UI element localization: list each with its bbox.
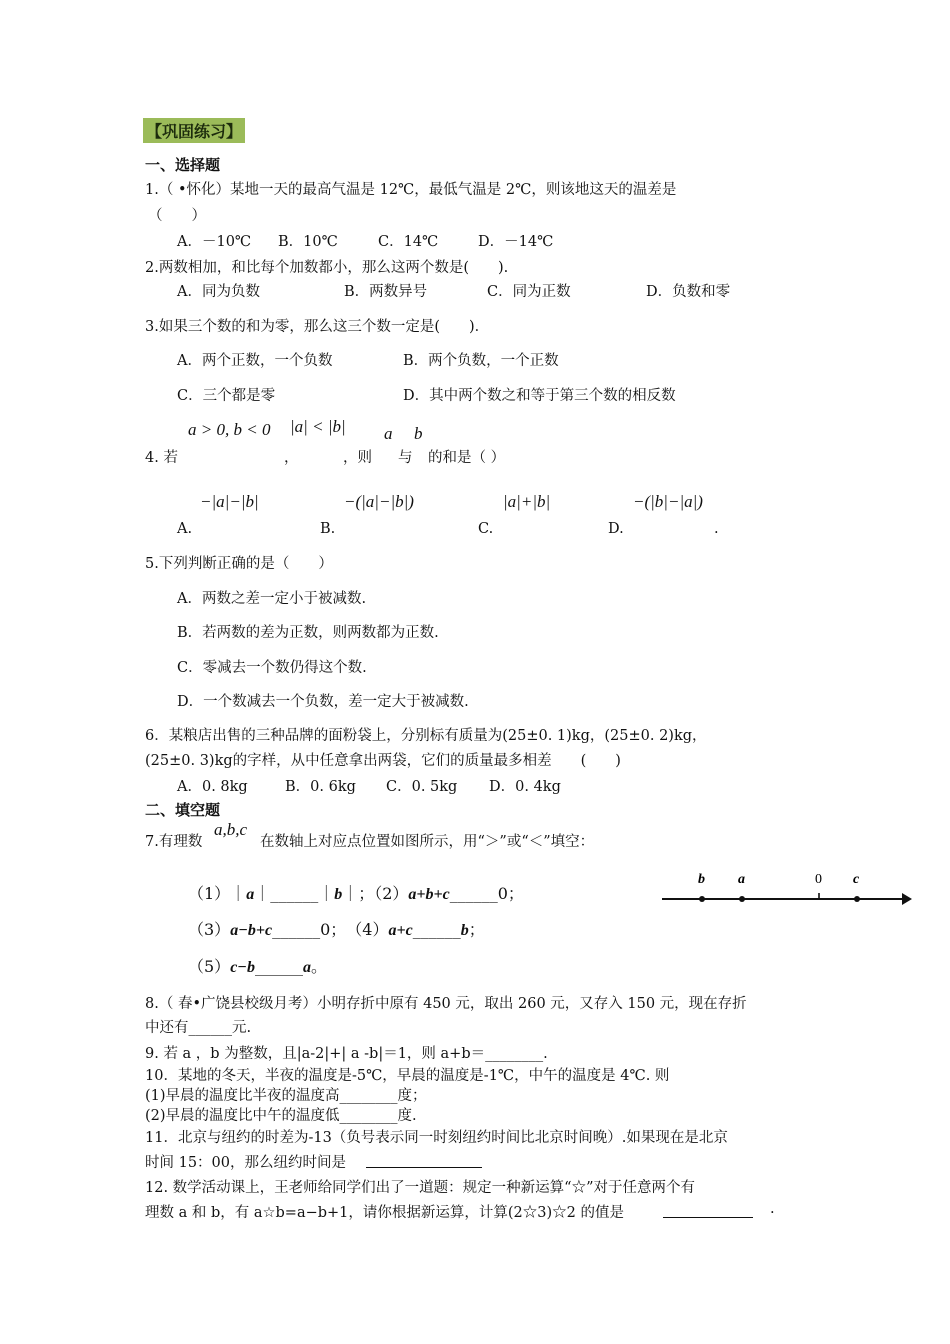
point-a — [739, 896, 745, 902]
q10-line3: (2)早晨的温度比中午的温度低________度. — [145, 1108, 417, 1124]
q7-number-line — [658, 864, 916, 910]
q12-line1: 12. 数学活动课上，王老师给同学们出了一道题：规定一种新运算“☆”对于任意两个有 — [145, 1180, 695, 1196]
label-zero: 0 — [815, 872, 822, 887]
q10-line2: (1)早晨的温度比半夜的温度高________度； — [145, 1088, 427, 1104]
q3-option-a: A．两个正数，一个负数 — [177, 353, 333, 369]
section-title: 【巩固练习】 — [143, 118, 245, 143]
q4-stem-if: 4. 若 — [145, 450, 178, 466]
q6-option-c: C．0. 5kg — [386, 779, 458, 795]
part2-title: 二、填空题 — [145, 801, 221, 819]
q4-label-b: B. — [320, 521, 336, 537]
q8-line1: 8.（ 春•广饶县校级月考）小明存折中原有 450 元，取出 260 元，又存入 150 元，现在存折 — [145, 996, 747, 1012]
q4-label-d: D. — [608, 521, 624, 537]
q1-option-d: D．－14℃ — [478, 234, 554, 250]
q11-line1: 11．北京与纽约的时差为-13（负号表示同一时刻纽约时间比北京时间晚）.如果现在是北京 — [145, 1130, 728, 1146]
q2-option-b: B．两数异号 — [344, 284, 428, 300]
q5-option-b: B．若两数的差为正数，则两数都为正数. — [177, 625, 439, 641]
q2-option-a: A．同为负数 — [177, 284, 260, 300]
q8-line2: 中还有______元. — [145, 1020, 252, 1036]
q12-line2: 理数 a 和 b，有 a☆b=a−b+1，请你根据新运算，计算(2☆3)☆2 的值是 — [145, 1205, 624, 1221]
q12-answer-blank — [663, 1217, 753, 1218]
label-b: b — [698, 872, 705, 887]
q1-option-b: B．10℃ — [278, 234, 338, 250]
q4-stem-comma2: ，则 — [343, 450, 372, 466]
q4-formula-c: |a|+|b| — [503, 492, 551, 511]
label-c: c — [853, 872, 860, 887]
q4-condition-abs: |a| < |b| — [290, 417, 346, 436]
q6-line1: 6．某粮店出售的三种品牌的面粉袋上，分别标有质量为(25±0. 1)kg，(25±0. 2)kg， — [145, 728, 707, 744]
q7-part3: （5）c−b______a。 — [188, 957, 327, 976]
q6-option-b: B．0. 6kg — [285, 779, 356, 795]
q5-stem: 5.下列判断正确的是（ ） — [145, 556, 333, 572]
q1-option-a: A．－10℃ — [177, 234, 252, 250]
part1-title: 一、选择题 — [145, 156, 221, 174]
q3-option-c: C．三个都是零 — [177, 388, 276, 404]
q4-condition-signs: a > 0, b < 0 — [188, 420, 271, 439]
q7-part1: （1）｜a｜______｜b｜；（2）a+b+c______0； — [188, 884, 524, 903]
q1-line1: 1.（ •怀化）某地一天的最高气温是 12℃，最低气温是 2℃，则该地这天的温差是 — [145, 182, 677, 198]
q7-part2: （3）a−b+c______0； （4）a+c______b； — [188, 920, 485, 939]
q6-line2: (25±0. 3)kg的字样，从中任意拿出两袋，它们的质量最多相差 ( ) — [145, 753, 621, 769]
q4-stem-end: 的和是（ ） — [428, 450, 506, 466]
q5-option-c: C．零减去一个数仍得这个数. — [177, 660, 367, 676]
point-b — [699, 896, 705, 902]
q4-label-c: C. — [478, 521, 494, 537]
label-a: a — [738, 872, 745, 887]
q11-answer-blank — [366, 1167, 482, 1168]
q5-option-a: A．两数之差一定小于被减数. — [177, 591, 367, 607]
q1-line2: （ ） — [148, 208, 206, 224]
q3-option-d: D．其中两个数之和等于第三个数的相反数 — [403, 388, 676, 404]
number-line-arrow-icon — [902, 893, 912, 905]
q4-stem-comma1: ， — [284, 450, 299, 466]
q7-lead: 7.有理数 — [145, 834, 203, 850]
q2-stem: 2.两数相加，和比每个加数都小，那么这两个数是( ). — [145, 260, 509, 276]
q6-option-d: D．0. 4kg — [489, 779, 561, 795]
q3-option-b: B．两个负数，一个正数 — [403, 353, 559, 369]
q12-end: . — [770, 1201, 775, 1217]
q5-option-d: D．一个数减去一个负数，差一定大于被减数. — [177, 694, 469, 710]
q1-option-c: C．14℃ — [378, 234, 439, 250]
q9-stem: 9. 若 a ，b 为整数，且|a-2|+| a -b|＝1，则 a+b＝________. — [145, 1046, 548, 1062]
q2-option-c: C．同为正数 — [487, 284, 571, 300]
q2-option-d: D．负数和零 — [646, 284, 731, 300]
q7-vars: a,b,c — [214, 820, 248, 839]
q10-line1: 10．某地的冬天，半夜的温度是-5℃，早晨的温度是-1℃，中午的温度是 4℃. 则 — [145, 1068, 670, 1084]
q6-option-a: A．0. 8kg — [177, 779, 248, 795]
q4-stem-with: 与 — [398, 450, 413, 466]
q7-rest: 在数轴上对应点位置如图所示，用“＞”或“＜”填空： — [260, 834, 595, 850]
q4-formula-b: −(|a|−|b|) — [344, 492, 414, 511]
q4-formula-a: −|a|−|b| — [200, 492, 259, 511]
q11-line2: 时间 15：00，那么纽约时间是 — [145, 1155, 347, 1171]
q4-var-b: b — [414, 424, 423, 443]
q4-period: . — [714, 521, 719, 537]
q4-label-a: A. — [177, 521, 193, 537]
q3-stem: 3.如果三个数的和为零，那么这三个数一定是( )． — [145, 319, 490, 335]
q4-formula-d: −(|b|−|a|) — [633, 492, 703, 511]
point-c — [854, 896, 860, 902]
q4-var-a: a — [384, 424, 393, 443]
